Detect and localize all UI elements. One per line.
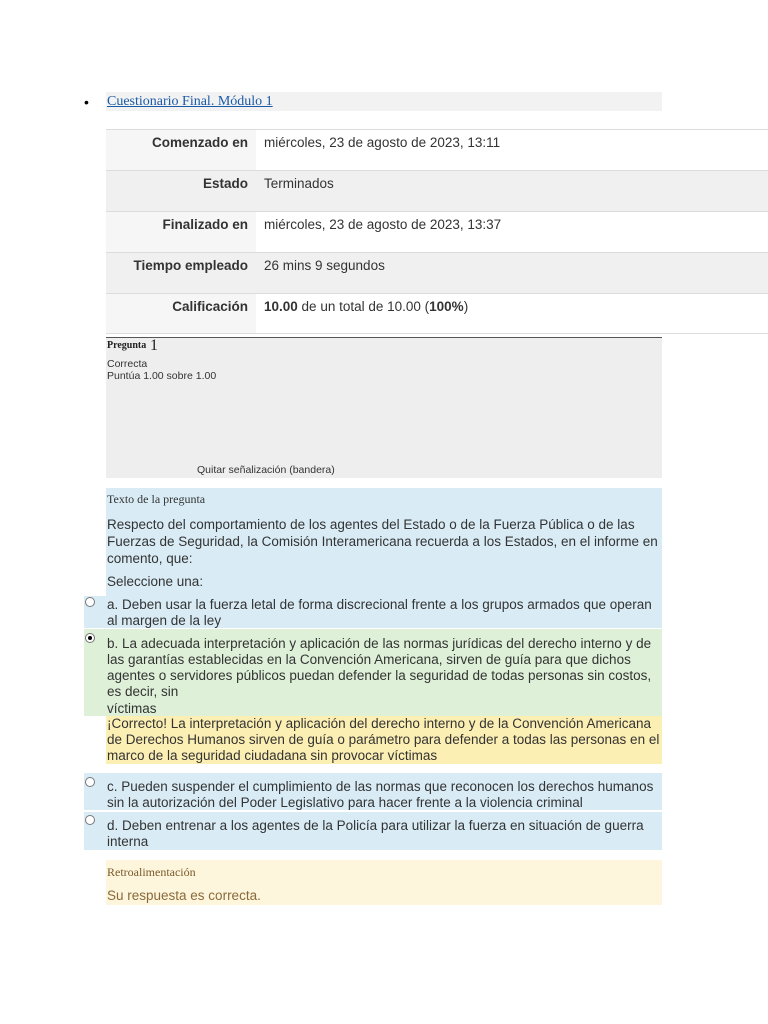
summary-row-state — [106, 170, 768, 211]
summary-label: Calificación — [106, 294, 256, 333]
attempt-summary-table — [106, 129, 768, 334]
option-b-label-tail: víctimas — [107, 701, 157, 716]
option-c-radio[interactable] — [85, 777, 95, 787]
option-a-radio[interactable] — [85, 597, 95, 607]
remove-flag-link[interactable]: Quitar señalización (bandera) — [197, 464, 335, 476]
grade-percent: 100% — [429, 299, 464, 314]
summary-value: miércoles, 23 de agosto de 2023, 13:37 — [264, 217, 502, 232]
summary-value: 26 mins 9 segundos — [256, 253, 768, 293]
summary-label: Estado — [106, 171, 256, 211]
specific-feedback-text: ¡Correcto! La interpretación y aplicación del derecho interno y de la Convención Americana de Derechos Humanos sirven de guía o parámetro para defender a todas las personas en el marco de la seguridad ciudadana sin provocar víctimas — [107, 716, 660, 763]
summary-label: Comenzado en — [106, 130, 256, 170]
question-text: Respecto del comportamiento de los agentes del Estado o de la Fuerza Pública o de las Fuerzas de Seguridad, la Comisión Interamericana recuerda a los Estados, en el informe en comento, que: — [107, 517, 658, 566]
option-d-radio[interactable] — [85, 815, 95, 825]
summary-label: Tiempo empleado — [106, 253, 256, 293]
summary-value: miércoles, 23 de agosto de 2023, 13:11 — [264, 135, 501, 150]
summary-value: Terminados — [256, 171, 768, 211]
option-c-label[interactable]: c. Pueden suspender el cumplimiento de las normas que reconocen los derechos humanos sin la autorización del Poder Legislativo para hacer frente a la violencia criminal — [107, 779, 654, 810]
grade-close: ) — [463, 299, 469, 314]
summary-label: Finalizado en — [106, 212, 256, 252]
option-b-label[interactable]: b. La adecuada interpretación y aplicación de las normas jurídicas del derecho interno y de las garantías establecidas en la Convención Americana, sirven de guía para que dichos agentes o servidores públicos puedan defender la seguridad de todas personas sin costos, es decir, sin — [107, 636, 652, 699]
grade-total: de un total de 10.00 ( — [297, 299, 430, 314]
summary-row-time — [106, 252, 768, 293]
select-one-prompt: Seleccione una: — [107, 574, 204, 589]
question-status: Correcta — [107, 358, 148, 370]
list-bullet: • — [84, 94, 89, 110]
option-d-label[interactable]: d. Deben entrenar a los agentes de la Policía para utilizar la fuerza en situación de guerra interna — [107, 818, 644, 849]
question-text-title: Texto de la pregunta — [107, 492, 206, 506]
grade-value — [256, 294, 768, 333]
feedback-title: Retroalimentación — [107, 865, 196, 879]
feedback-text: Su respuesta es correcta. — [107, 888, 261, 903]
quiz-title-link[interactable]: Cuestionario Final. Módulo 1 — [107, 94, 273, 109]
summary-row-started — [106, 129, 768, 170]
summary-row-finished — [106, 211, 768, 252]
question-info-box — [106, 337, 662, 478]
question-score: Puntúa 1.00 sobre 1.00 — [107, 370, 217, 382]
option-b-radio[interactable] — [85, 633, 95, 643]
option-a-label[interactable]: a. Deben usar la fuerza letal de forma discrecional frente a los grupos armados que operan al margen de la ley — [107, 597, 652, 628]
question-label: Pregunta — [107, 340, 147, 351]
summary-row-grade — [106, 293, 768, 334]
question-number: 1 — [150, 337, 158, 354]
grade-score: 10.00 — [264, 299, 298, 314]
